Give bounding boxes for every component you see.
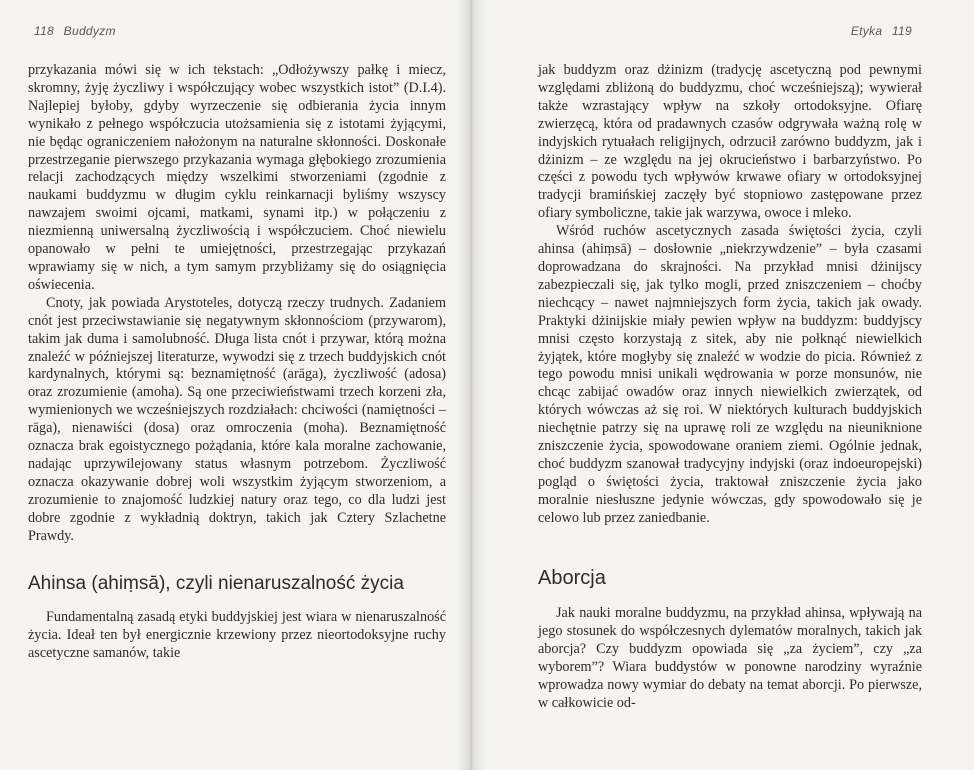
right-running-title: Etyka	[850, 24, 883, 38]
right-paragraph-3: Jak nauki moralne buddyzmu, na przykład ahinsa, wpływają na jego stosunek do współczesnych dylematów moralnych, takich jak aborcja? Czy buddyzm opowiada się „za życiem”, czy „za wyborem”? Wiara buddystów w ponowne narodziny wyraźnie wprowadza nowy wymiar do debaty na temat aborcji. Po pierwsze, w całkowicie od-	[538, 605, 922, 711]
left-paragraph-1: przykazania mówi się w ich tekstach: „Odłożywszy pałkę i miecz, skromny, żyję życzliwy i współczujący wobec wszystkich istot” (D.I.4). Najlepiej byłoby, gdyby wyrzeczenie się odbierania życia innym wynikało z pełnego współczucia utożsamienia się z istotami żyjącymi, nie będąc ograniczeniem nałożonym na naturalne skłonności. Doskonałe przestrzeganie pierwszego przykazania wymaga głębokiego zrozumienia relacji zachodzących między wszelkimi stworzeniami (zgodnie z naukami buddyzmu w długim cyklu reinkarnacji byliśmy wszyscy nawzajem swoimi ojcami, matkami, synami itp.) w połączeniu z niezmienną uniwersalną życzliwością i współczuciem. Choć niewielu opanowało w pełni te umiejętności, przestrzegając przykazań wprawiamy się w nich, a tym samym przybliżamy się do osiągnięcia oświecenia.	[28, 62, 446, 293]
left-paragraph-3: Fundamentalną zasadą etyki buddyjskiej jest wiara w nienaruszalność życia. Ideał ten był energicznie krzewiony przez nieortodoksyjne ruchy ascetyczne samanów, takie	[28, 609, 446, 662]
left-page-number: 118	[34, 24, 55, 38]
left-running-head	[28, 24, 446, 50]
right-running-head	[538, 24, 922, 50]
right-paragraph-1: jak buddyzm oraz dżinizm (tradycję ascetyczną pod pewnymi względami zbliżoną do buddyzmu, choć wcześniejszą); wywierał także wzrastający wpływ na szkoły ortodoksyjne. Ofiarę zwierzęcą, która od pradawnych czasów odgrywała ważną rolę w indyjskich rytuałach religijnych, odrzucił zarówno buddyzm, jak i dżinizm – ze względu na jej okrucieństwo i barbarzyństwo. Po części z powodu tych wpływów krwawe ofiary w ortodoksyjnej tradycji bramińskiej zaczęły być stopniowo zastępowane przez ofiary symboliczne, takie jak warzywa, owoce i mleko.	[538, 62, 922, 222]
left-running-title: Buddyzm	[63, 24, 116, 38]
left-body-text	[28, 62, 446, 663]
section-heading-ahinsa: Ahinsa (ahiṃsā), czyli nienaruszalność życia	[28, 573, 404, 595]
right-body-text	[538, 62, 922, 713]
section-heading-aborcja: Aborcja	[538, 566, 606, 589]
right-page-number: 119	[891, 24, 912, 38]
left-paragraph-2: Cnoty, jak powiada Arystoteles, dotyczą rzeczy trudnych. Zadaniem cnót jest przeciwstawianie się negatywnym skłonnościom (przywarom), takim jak duma i samolubność. Długa lista cnót i przywar, którą można znaleźć w późniejszej literaturze, wywodzi się z trzech buddyjskich cnót kardynalnych, którymi są: beznamiętność (arāga), życzliwość (adosa) oraz zrozumienie (amoha). Są one przeciwieństwami trzech korzeni zła, wymienionych we wcześniejszych rozdziałach: chciwości (namiętności – rāga), nienawiści (dosa) oraz omroczenia (moha). Beznamiętność oznacza brak egoistycznego pożądania, które kala moralne zachowanie, nadając uprzywilejowany status własnym potrzebom. Życzliwość oznacza okazywanie dobrej woli wszystkim żyjącym stworzeniom, a zrozumienie to znajomość ludzkiej natury oraz tego, co dla ludzi jest dobre zgodnie z wykładnią doktryn, takich jak Cztery Szlachetne Prawdy.	[28, 294, 446, 544]
right-page	[468, 0, 974, 770]
right-paragraph-2: Wśród ruchów ascetycznych zasada świętości życia, czyli ahinsa (ahiṃsā) – dosłownie „niekrzywdzenie” – była czasami doprowadzana do skrajności. Na przykład mnisi dżinijscy zabezpieczali się, jak tylko mogli, przed zniszczeniem – choćby niechcący – nawet najmniejszych form życia, takich jak owady. Praktyki dżinijskie miały pewien wpływ na buddyzm: buddyjscy mnisi często korzystają z sitek, aby nie połknąć niewielkich żyjątek, które mogłyby się znaleźć w wodzie do picia. Również z tego powodu mnisi unikali wędrowania w porze monsunów, nie chcąc zabijać owadów oraz innych niewielkich zwierzątek, od których wówczas aż się roi. W niektórych kulturach buddyjskich niechętnie patrzy się na uprawę roli ze względu na nieuniknione zniszczenie życia, spowodowane oraniem ziemi. Ogólnie jednak, choć buddyzm szanował tradycyjny indyjski (oraz indoeuropejski) pogląd o świętości życia, traktował zniszczenie życia jako moralnie niesłuszne jedynie wówczas, gdy spowodowało się je celowo lub przez zaniedbanie.	[538, 223, 922, 526]
left-page	[0, 0, 468, 770]
